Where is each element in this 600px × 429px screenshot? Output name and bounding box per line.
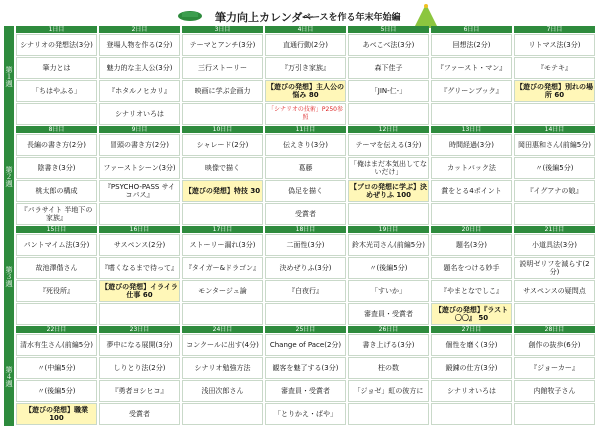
calendar-cell[interactable]: 受賞者 <box>265 203 346 225</box>
calendar-cell[interactable] <box>182 303 263 325</box>
calendar-cell[interactable] <box>16 303 97 325</box>
day-header: 28日目 <box>514 326 595 333</box>
calendar-cell[interactable]: あべこべ法(3分) <box>348 34 429 56</box>
calendar-cell[interactable]: 「俺はまだ本気出してないだけ」 <box>348 157 429 179</box>
calendar-cell[interactable]: 賞をとる4ポイント <box>431 180 512 202</box>
calendar-cell[interactable]: リトマス法(3分) <box>514 34 595 56</box>
calendar-cell[interactable]: 【プロの発想に学ぶ】決めぜりふ 100 <box>348 180 429 202</box>
calendar-cell[interactable]: 「JIN-仁-」 <box>348 80 429 102</box>
calendar-cell[interactable]: 「ジョゼ」虹の彼方に <box>348 380 429 402</box>
calendar-cell[interactable]: 夢中になる展開(3分) <box>99 334 180 356</box>
calendar-cell[interactable] <box>99 203 180 225</box>
calendar-cell[interactable]: 『ファースト・マン』 <box>431 57 512 79</box>
calendar-cell[interactable]: シナリオの発想法(3分) <box>16 34 97 56</box>
page-subtitle: ベースを作る年末年始編 <box>302 13 401 23</box>
week-label: 第３週 <box>4 226 14 326</box>
day-header: 7日目 <box>514 26 595 33</box>
calendar-cell[interactable]: シナリオいろは <box>431 380 512 402</box>
day-header: 8日目 <box>16 126 97 133</box>
calendar-cell[interactable]: 鍛錬の仕方(3分) <box>431 357 512 379</box>
week-block <box>4 26 597 126</box>
calendar-cell[interactable]: しりとり法(2分) <box>99 357 180 379</box>
calendar-cell[interactable]: 映像で描く <box>182 157 263 179</box>
calendar-cell[interactable] <box>16 103 97 125</box>
calendar-cell[interactable]: 桃太郎の構成 <box>16 180 97 202</box>
calendar-cell[interactable]: 『パラサイト 半地下の家族』 <box>16 203 97 225</box>
calendar-cell[interactable]: 清水有生さん(前編5分) <box>16 334 97 356</box>
day-header: 11日目 <box>265 126 346 133</box>
calendar-cell[interactable]: 『やまとなでしこ』 <box>431 280 512 302</box>
calendar-cell[interactable]: 映画に学ぶ企画力 <box>182 80 263 102</box>
calendar-cell[interactable] <box>182 103 263 125</box>
calendar-cell[interactable]: 「すいか」 <box>348 280 429 302</box>
day-header: 23日目 <box>99 326 180 333</box>
calendar-cell[interactable]: 柱の数 <box>348 357 429 379</box>
calendar-cell[interactable]: 『白夜行』 <box>265 280 346 302</box>
calendar-cell[interactable]: 【遊びの発想】別れの場所 60 <box>514 80 595 102</box>
calendar-cell[interactable]: 題名(3分) <box>431 234 512 256</box>
day-header: 12日目 <box>348 126 429 133</box>
calendar-cell[interactable]: シナリオ勉強方法 <box>182 357 263 379</box>
calendar-cell[interactable]: 『PSYCHO-PASS サイコパス』 <box>99 180 180 202</box>
calendar-cell[interactable]: 内館牧子さん <box>514 380 595 402</box>
calendar-cell[interactable]: 回想法(2分) <box>431 34 512 56</box>
calendar-cell[interactable]: 【遊びの発想】職業 100 <box>16 403 97 425</box>
calendar-cell[interactable]: 故池澤偕さん <box>16 257 97 279</box>
page-title: 筆力向上カレンダー <box>215 11 314 24</box>
calendar-cell[interactable]: 創作の抜歩(6分) <box>514 334 595 356</box>
day-header: 13日目 <box>431 126 512 133</box>
calendar-cell[interactable]: 『嗜くなるまで待って』 <box>99 257 180 279</box>
calendar-cell[interactable]: サスペンスの疑問点 <box>514 280 595 302</box>
calendar-cell[interactable] <box>514 203 595 225</box>
calendar-cell[interactable]: 『グリーンブック』 <box>431 80 512 102</box>
calendar-cell[interactable]: 冒頭の書き方(2分) <box>99 134 180 156</box>
calendar-cell[interactable]: 【遊びの発想】イライラ仕事 60 <box>99 280 180 302</box>
calendar-cell[interactable] <box>431 403 512 425</box>
calendar-cell[interactable]: 観客を魅了する(3分) <box>265 357 346 379</box>
calendar-cell[interactable]: 『イグアナの娘』 <box>514 180 595 202</box>
calendar-cell[interactable] <box>431 103 512 125</box>
week-block <box>4 326 597 426</box>
day-header: 10日目 <box>182 126 263 133</box>
calendar-cell[interactable] <box>99 303 180 325</box>
day-header: 24日目 <box>182 326 263 333</box>
day-header: 25日目 <box>265 326 346 333</box>
calendar-cell[interactable]: 題名をつける妙手 <box>431 257 512 279</box>
calendar-cell[interactable]: 〃(中編5分) <box>16 357 97 379</box>
calendar-cell[interactable]: 審査員・受賞者 <box>265 380 346 402</box>
day-header: 9日目 <box>99 126 180 133</box>
calendar-cell[interactable]: テーマとアンチ(3分) <box>182 34 263 56</box>
calendar-cell[interactable]: 魅力的な主人公(3分) <box>99 57 180 79</box>
calendar-cell[interactable]: コンクールに出す(4分) <box>182 334 263 356</box>
calendar-cell[interactable]: 『勇者ヨシヒコ』 <box>99 380 180 402</box>
calendar-cell[interactable]: Change of Pace(2分) <box>265 334 346 356</box>
calendar-cell[interactable]: モンタージュ論 <box>182 280 263 302</box>
calendar-cell[interactable]: テーマを伝える(3分) <box>348 134 429 156</box>
calendar-cell[interactable]: 登場人物を作る(2分) <box>99 34 180 56</box>
calendar-cell[interactable]: 【遊びの発想】『ラスト〇〇』 50 <box>431 303 512 325</box>
calendar-cell[interactable]: 偽足を描く <box>265 180 346 202</box>
calendar-cell[interactable] <box>182 203 263 225</box>
calendar-cell[interactable]: 鈴木光司さん(前編5分) <box>348 234 429 256</box>
day-header: 5日目 <box>348 26 429 33</box>
calendar-cell[interactable]: 〃(後編5分) <box>16 380 97 402</box>
calendar-cell[interactable]: 浅田次郎さん <box>182 380 263 402</box>
calendar-cell[interactable]: ファーストシーン(3分) <box>99 157 180 179</box>
day-header: 16日目 <box>99 226 180 233</box>
calendar-cell[interactable]: シナリオいろは <box>99 103 180 125</box>
calendar-cell[interactable] <box>265 303 346 325</box>
graduation-cap-icon <box>176 8 204 22</box>
day-header: 4日目 <box>265 26 346 33</box>
calendar-cell[interactable]: 〃(後編5分) <box>514 157 595 179</box>
day-header: 3日目 <box>182 26 263 33</box>
day-header: 18日目 <box>265 226 346 233</box>
calendar-cell[interactable]: 書き上げる(3分) <box>348 334 429 356</box>
week-label: 第２週 <box>4 126 14 226</box>
calendar-cell[interactable]: カットバック法 <box>431 157 512 179</box>
calendar-cell[interactable]: サスペンス(2分) <box>99 234 180 256</box>
calendar-cell[interactable]: 受賞者 <box>99 403 180 425</box>
calendar-cell[interactable] <box>348 103 429 125</box>
calendar-cell[interactable]: 筆力とは <box>16 57 97 79</box>
calendar-cell[interactable]: 個性を磨く(3分) <box>431 334 512 356</box>
calendar-cell[interactable] <box>514 403 595 425</box>
calendar-cell[interactable]: 【遊びの発想】主人公の悩み 80 <box>265 80 346 102</box>
day-header: 17日目 <box>182 226 263 233</box>
calendar-cell[interactable]: ストーリー漏れ(3分) <box>182 234 263 256</box>
week-block <box>4 126 597 226</box>
calendar-cell[interactable]: パントマイム法(3分) <box>16 234 97 256</box>
calendar-cell[interactable]: 『死役所』 <box>16 280 97 302</box>
calendar-cell[interactable] <box>431 203 512 225</box>
calendar-cell[interactable]: 岡田惠和さん(前編5分) <box>514 134 595 156</box>
calendar-cell[interactable]: 説明ゼリフを減らす(2分) <box>514 257 595 279</box>
day-header: 14日目 <box>514 126 595 133</box>
calendar-cell[interactable]: 葛藤 <box>265 157 346 179</box>
calendar-cell[interactable]: 『ジョーカー』 <box>514 357 595 379</box>
day-header: 20日目 <box>431 226 512 233</box>
calendar-cell[interactable]: 小道具法(3分) <box>514 234 595 256</box>
week-block <box>4 226 597 326</box>
calendar-cell[interactable] <box>514 103 595 125</box>
calendar-cell[interactable]: 「シナリオの技術」P250参照 <box>265 103 346 125</box>
calendar-grid <box>4 26 597 426</box>
calendar-cell[interactable]: 『ホタルノヒカリ』 <box>99 80 180 102</box>
calendar-cell[interactable]: 『万引き家族』 <box>265 57 346 79</box>
calendar-cell[interactable]: 直通行動(2分) <box>265 34 346 56</box>
calendar-cell[interactable]: 「とりかえ・ばや」 <box>265 403 346 425</box>
calendar-cell[interactable]: 時間経過(3分) <box>431 134 512 156</box>
calendar-cell[interactable]: 陰書き(3分) <box>16 157 97 179</box>
calendar-cell[interactable]: 審査員・受賞者 <box>348 303 429 325</box>
calendar-cell[interactable]: 『タイガー&ドラゴン』 <box>182 257 263 279</box>
calendar-cell[interactable]: 伝えきり(3分) <box>265 134 346 156</box>
calendar-cell[interactable] <box>514 303 595 325</box>
day-header: 15日目 <box>16 226 97 233</box>
day-header: 2日目 <box>99 26 180 33</box>
week-label: 第１週 <box>4 26 14 126</box>
week-label: 第４週 <box>4 326 14 426</box>
day-header: 6日目 <box>431 26 512 33</box>
calendar-cell[interactable]: 決めぜりふ(3分) <box>265 257 346 279</box>
day-header: 22日目 <box>16 326 97 333</box>
calendar-cell[interactable]: 二面性(3分) <box>265 234 346 256</box>
calendar-cell[interactable]: 〃(後編5分) <box>348 257 429 279</box>
calendar-cell[interactable]: 「ちはやふる」 <box>16 80 97 102</box>
calendar-cell[interactable]: シャレード(2分) <box>182 134 263 156</box>
calendar-cell[interactable]: 長編の書き方(2分) <box>16 134 97 156</box>
day-header: 27日目 <box>431 326 512 333</box>
calendar-cell[interactable] <box>348 203 429 225</box>
day-header: 26日目 <box>348 326 429 333</box>
calendar-cell[interactable] <box>348 403 429 425</box>
calendar-cell[interactable] <box>182 403 263 425</box>
calendar-cell[interactable]: 【遊びの発想】特技 30 <box>182 180 263 202</box>
day-header: 19日目 <box>348 226 429 233</box>
day-header: 1日目 <box>16 26 97 33</box>
calendar-cell[interactable]: 三行ストーリー <box>182 57 263 79</box>
calendar-cell[interactable]: 『モテキ』 <box>514 57 595 79</box>
calendar-cell[interactable]: 森下佳子 <box>348 57 429 79</box>
day-header: 21日目 <box>514 226 595 233</box>
